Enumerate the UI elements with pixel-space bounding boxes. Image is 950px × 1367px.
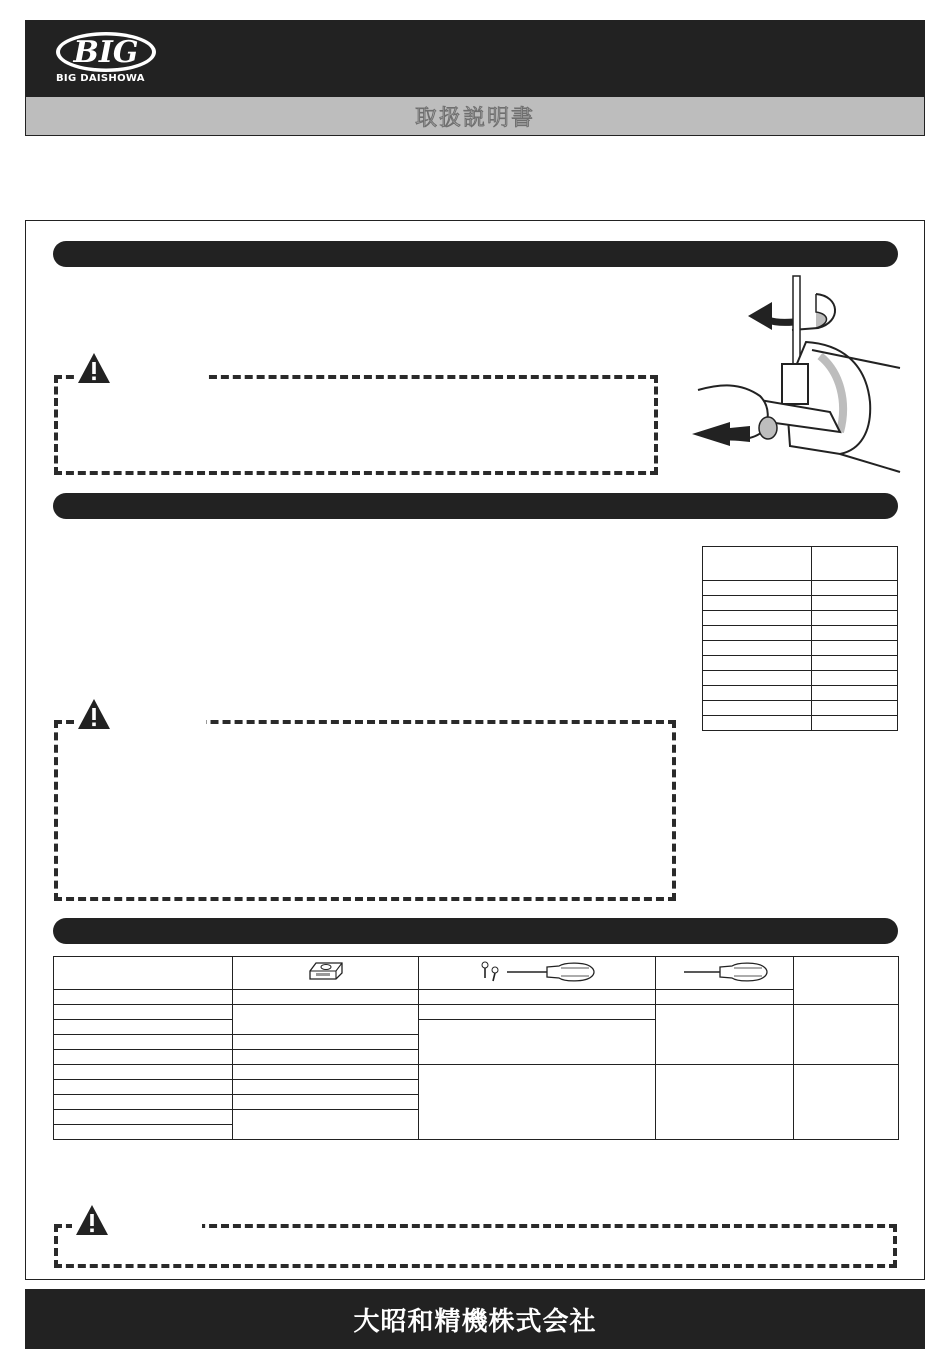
- clamp-release-illustration: [690, 272, 905, 487]
- warning-triangle-icon: [77, 698, 111, 730]
- section-bar-1: [53, 241, 898, 267]
- document-title: 取扱説明書: [414, 105, 535, 131]
- section-bar-2: [53, 493, 898, 519]
- parts-tools-table: [53, 956, 899, 1140]
- spec-table: [702, 546, 898, 731]
- spec-row: [703, 581, 898, 596]
- tool-table-row: [54, 990, 899, 1005]
- warning-triangle-icon: [77, 352, 111, 384]
- document-header: [25, 20, 925, 136]
- brand-name: BIG DAISHOWA: [56, 73, 145, 84]
- big-daishowa-logo: [54, 29, 164, 89]
- logo-wordmark: BIG: [73, 35, 139, 70]
- screw-icon: [482, 962, 498, 981]
- spec-row: [703, 641, 898, 656]
- spec-row: [703, 686, 898, 701]
- spec-row: [703, 701, 898, 716]
- insert-icon: [306, 959, 346, 983]
- screw-and-screwdriver-icon: [477, 958, 597, 984]
- tool-table-row: [54, 1065, 899, 1080]
- tool-table-row: [54, 1005, 899, 1020]
- caution-label-gap-3: [72, 1204, 202, 1238]
- section-bar-3: [53, 918, 898, 944]
- tool-table-header: [54, 957, 899, 990]
- spec-row: [703, 611, 898, 626]
- caution-label-gap-2: [74, 698, 206, 732]
- warning-triangle-icon: [75, 1204, 109, 1236]
- screwdriver-icon: [680, 958, 770, 984]
- spec-row: [703, 671, 898, 686]
- company-footer: [25, 1289, 925, 1349]
- caution-label-gap-1: [74, 352, 206, 386]
- caution-box-2: [54, 720, 676, 901]
- spec-row: [703, 716, 898, 731]
- caution-box-1: [54, 375, 658, 475]
- spec-row: [703, 626, 898, 641]
- header-brand-band: [26, 21, 924, 97]
- screwdriver-icon: [507, 963, 594, 981]
- spec-table-header: [703, 547, 898, 581]
- title-band: [26, 97, 924, 135]
- spec-row: [703, 656, 898, 671]
- spec-row: [703, 596, 898, 611]
- company-name: 大昭和精機株式会社: [353, 1306, 597, 1337]
